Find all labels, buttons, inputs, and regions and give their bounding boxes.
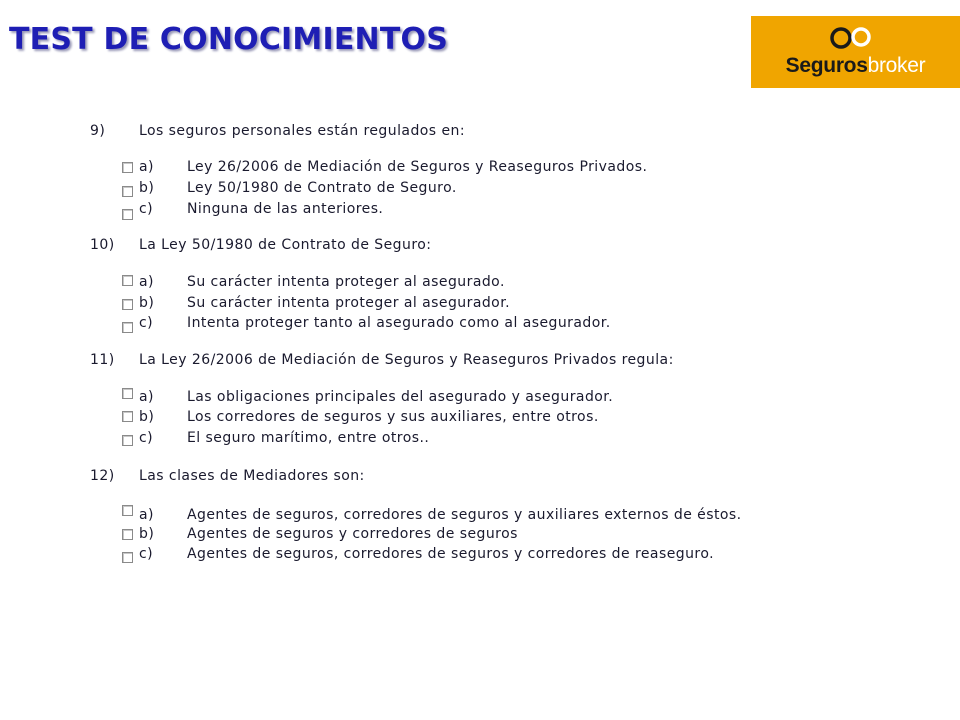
option-text: Ninguna de las anteriores.	[187, 201, 384, 217]
logo-word-broker: broker	[867, 54, 926, 77]
logo-wordmark	[751, 54, 960, 78]
checkbox[interactable]	[122, 388, 133, 399]
checkbox[interactable]	[122, 435, 133, 446]
option-text: Su carácter intenta proteger al asegurado.	[187, 274, 505, 290]
option-text: Ley 26/2006 de Mediación de Seguros y Reaseguros Privados.	[187, 159, 648, 175]
option-letter: a)	[139, 389, 154, 405]
option-letter: c)	[139, 546, 154, 562]
checkbox[interactable]	[122, 411, 133, 422]
segurosbroker-logo	[751, 16, 960, 88]
question-text: La Ley 26/2006 de Mediación de Seguros y Reaseguros Privados regula:	[139, 352, 674, 368]
checkbox[interactable]	[122, 505, 133, 516]
option-letter: b)	[139, 295, 155, 311]
checkbox[interactable]	[122, 322, 133, 333]
checkbox[interactable]	[122, 162, 133, 173]
logo-word-seguros: Seguros	[785, 54, 868, 77]
option-text: El seguro marítimo, entre otros..	[187, 430, 430, 446]
option-text: Agentes de seguros, corredores de seguros y corredores de reaseguro.	[187, 546, 714, 562]
option-letter: c)	[139, 315, 154, 331]
option-text: Su carácter intenta proteger al asegurador.	[187, 295, 511, 311]
checkbox[interactable]	[122, 209, 133, 220]
double-circle-icon	[827, 26, 877, 50]
option-text: Ley 50/1980 de Contrato de Seguro.	[187, 180, 457, 196]
option-text: Los corredores de seguros y sus auxiliares, entre otros.	[187, 409, 599, 425]
question-text: Los seguros personales están regulados en:	[139, 123, 465, 139]
option-letter: b)	[139, 526, 155, 542]
question-number: 11)	[90, 352, 115, 368]
question-text: Las clases de Mediadores son:	[139, 468, 365, 484]
checkbox[interactable]	[122, 275, 133, 286]
question-number: 10)	[90, 237, 115, 253]
option-letter: a)	[139, 274, 154, 290]
page-title: TEST DE CONOCIMIENTOS	[9, 22, 449, 57]
option-letter: a)	[139, 159, 154, 175]
option-text: Agentes de seguros, corredores de seguros y auxiliares externos de éstos.	[187, 507, 742, 523]
option-letter: a)	[139, 507, 154, 523]
option-text: Intenta proteger tanto al asegurado como al asegurador.	[187, 315, 611, 331]
option-letter: b)	[139, 180, 155, 196]
question-text: La Ley 50/1980 de Contrato de Seguro:	[139, 237, 432, 253]
question-number: 12)	[90, 468, 115, 484]
checkbox[interactable]	[122, 186, 133, 197]
option-text: Agentes de seguros y corredores de seguros	[187, 526, 518, 542]
question-number: 9)	[90, 123, 106, 139]
option-letter: b)	[139, 409, 155, 425]
checkbox[interactable]	[122, 299, 133, 310]
option-text: Las obligaciones principales del asegurado y asegurador.	[187, 389, 614, 405]
option-letter: c)	[139, 201, 154, 217]
checkbox[interactable]	[122, 529, 133, 540]
option-letter: c)	[139, 430, 154, 446]
checkbox[interactable]	[122, 552, 133, 563]
